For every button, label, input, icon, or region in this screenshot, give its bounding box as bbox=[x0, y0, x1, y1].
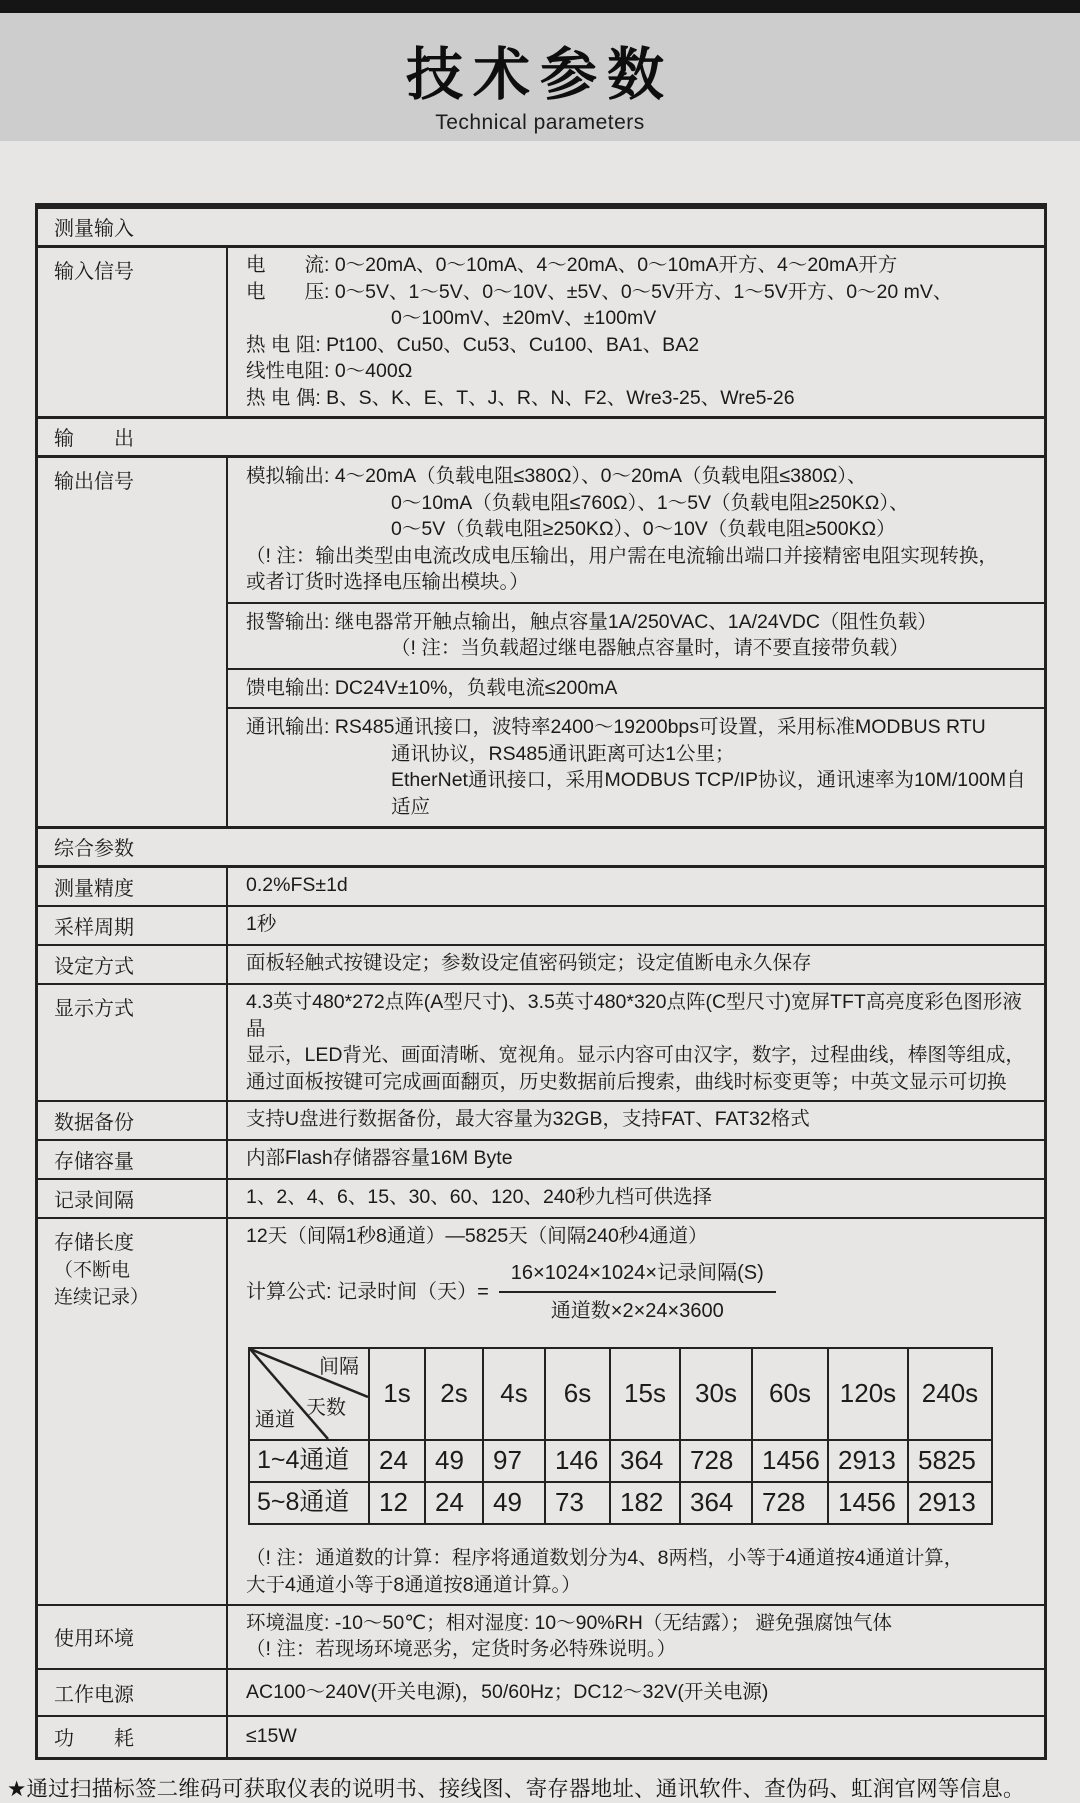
row-value: 1秒 bbox=[246, 913, 277, 935]
row-value bbox=[228, 1219, 1044, 1604]
section-row-measure-input bbox=[38, 206, 1044, 245]
matrix-cell: 146 bbox=[545, 1440, 610, 1482]
section-label: 输 出 bbox=[54, 428, 134, 450]
matrix-col-header: 6s bbox=[545, 1348, 610, 1440]
matrix-row-5-8 bbox=[249, 1482, 992, 1524]
matrix-col-header: 30s bbox=[680, 1348, 752, 1440]
comm-output-line-2: 通讯协议，RS485通讯距离可达1公里； bbox=[391, 742, 735, 765]
row-value: 面板轻触式按键设定；参数设定值密码锁定；设定值断电永久保存 bbox=[246, 952, 812, 974]
row-value: AC100～240V(开关电源)，50/60Hz；DC12～32V(开关电源) bbox=[246, 1680, 769, 1703]
section-row-output bbox=[38, 416, 1044, 455]
row-value: 内部Flash存储器容量16M Byte bbox=[246, 1147, 513, 1169]
matrix-cell: 73 bbox=[545, 1482, 610, 1524]
corner-label-days: 天数 bbox=[306, 1396, 346, 1419]
matrix-col-header: 1s bbox=[369, 1348, 425, 1440]
input-thermocouple-line: 热 电 偶: B、S、K、E、T、J、R、N、F2、Wre3-25、Wre5-26 bbox=[246, 386, 795, 409]
matrix-cell: 24 bbox=[425, 1482, 483, 1524]
row-backup bbox=[38, 1100, 1044, 1139]
row-power-consumption bbox=[38, 1715, 1044, 1757]
feed-output-line: 馈电输出: DC24V±10%，负载电流≤200mA bbox=[246, 676, 618, 699]
row-storage-length bbox=[38, 1217, 1044, 1604]
matrix-corner-cell bbox=[249, 1348, 369, 1440]
storage-formula bbox=[246, 1260, 1036, 1325]
row-value bbox=[228, 248, 1044, 416]
row-interval bbox=[38, 1178, 1044, 1217]
footnote: ★通过扫描标签二维码可获取仪表的说明书、接线图、寄存器地址、通讯软件、查伪码、虹润官网等信息。 bbox=[7, 1776, 1025, 1801]
row-value: ≤15W bbox=[246, 1725, 297, 1747]
alarm-output-note: （! 注：当负载超过继电器触点容量时，请不要直接带负载） bbox=[391, 637, 909, 659]
row-value: 1、2、4、6、15、30、60、120、240秒九档可供选择 bbox=[246, 1186, 713, 1208]
row-output-signal bbox=[38, 455, 1044, 826]
matrix-cell: 49 bbox=[425, 1440, 483, 1482]
alarm-output-line: 报警输出: 继电器常开触点输出，触点容量1A/250VAC、1A/24VDC（阻性负载） bbox=[246, 610, 937, 633]
matrix-header-row bbox=[249, 1348, 992, 1440]
storage-note-1: （! 注：通道数的计算：程序将通道数划分为4、8两档，小等于4通道按4通道计算， bbox=[246, 1546, 964, 1569]
row-value bbox=[228, 458, 1044, 826]
matrix-cell: 1456 bbox=[828, 1482, 908, 1524]
analog-output-note-1: （! 注：输出类型由电流改成电压输出，用户需在电流输出端口并接精密电阻实现转换， bbox=[246, 544, 998, 567]
row-value bbox=[228, 985, 1044, 1100]
storage-note-2: 大于4通道小等于8通道按8通道计算。） bbox=[246, 1573, 581, 1596]
page-subtitle: Technical parameters bbox=[435, 111, 645, 134]
environment-line-1: 环境温度: -10～50℃；相对湿度: 10～90%RH（无结露）； 避免强腐蚀气体 bbox=[246, 1611, 892, 1634]
matrix-cell: 728 bbox=[680, 1440, 752, 1482]
matrix-col-header: 240s bbox=[908, 1348, 992, 1440]
row-value bbox=[228, 1606, 1044, 1668]
matrix-cell: 2913 bbox=[908, 1482, 992, 1524]
row-label: 存储长度 （不断电 连续记录） bbox=[38, 1219, 228, 1604]
analog-output-line-3: 0～5V（负载电阻≥250KΩ）、0～10V（负载电阻≥500KΩ） bbox=[391, 518, 896, 540]
matrix-cell: 97 bbox=[483, 1440, 545, 1482]
page-title: 技术参数 bbox=[406, 43, 674, 107]
corner-label-interval: 间隔 bbox=[319, 1355, 359, 1378]
title-band bbox=[0, 13, 1080, 141]
analog-output-note-2: 或者订货时选择电压输出模块。） bbox=[246, 571, 529, 593]
analog-output-subrow bbox=[228, 458, 1044, 602]
row-label: 测量精度 bbox=[38, 868, 228, 905]
input-voltage-line-1: 电 压: 0～5V、1～5V、0～10V、±5V、0～5V开方、1～5V开方、0～20 mV、 bbox=[246, 280, 953, 303]
display-line-3: 通过面板按键可完成画面翻页，历史数据前后搜索，曲线时标变更等；中英文显示可切换 bbox=[246, 1070, 1007, 1093]
matrix-col-header: 15s bbox=[610, 1348, 680, 1440]
row-capacity bbox=[38, 1139, 1044, 1178]
matrix-cell: 5825 bbox=[908, 1440, 992, 1482]
formula-prefix: 计算公式: 记录时间（天）= bbox=[246, 1280, 489, 1303]
analog-output-line-1: 模拟输出: 4～20mA（负载电阻≤380Ω）、0～20mA（负载电阻≤380Ω）、 bbox=[246, 465, 867, 487]
display-line-1: 4.3英寸480*272点阵(A型尺寸)、3.5英寸480*320点阵(C型尺寸)宽屏TFT高亮度彩色图形液晶 bbox=[246, 991, 1022, 1040]
feed-output-subrow bbox=[228, 668, 1044, 708]
matrix-col-header: 60s bbox=[752, 1348, 828, 1440]
row-label: 数据备份 bbox=[38, 1102, 228, 1139]
section-label: 综合参数 bbox=[54, 838, 134, 860]
row-label: 使用环境 bbox=[38, 1606, 228, 1668]
display-line-2: 显示，LED背光、画面清晰、宽视角。显示内容可由汉字，数字，过程曲线，棒图等组成， bbox=[246, 1044, 1025, 1066]
matrix-col-header: 4s bbox=[483, 1348, 545, 1440]
spec-table bbox=[35, 203, 1047, 1760]
formula-fraction bbox=[499, 1260, 776, 1325]
row-label: 工作电源 bbox=[38, 1670, 228, 1716]
row-accuracy bbox=[38, 865, 1044, 905]
row-label: 设定方式 bbox=[38, 946, 228, 983]
input-linear-resistance-line: 线性电阻: 0～400Ω bbox=[246, 360, 413, 382]
row-setting bbox=[38, 944, 1044, 983]
comm-output-line-3: EtherNet通讯接口，采用MODBUS TCP/IP协议，通讯速率为10M/100M自适应 bbox=[391, 769, 1026, 818]
row-label: 显示方式 bbox=[38, 985, 228, 1100]
matrix-cell: 49 bbox=[483, 1482, 545, 1524]
matrix-row-1-4 bbox=[249, 1440, 992, 1482]
row-value: 0.2%FS±1d bbox=[246, 874, 348, 896]
input-rtd-line: 热 电 阻: Pt100、Cu50、Cu53、Cu100、BA1、BA2 bbox=[246, 333, 700, 356]
matrix-cell: 12 bbox=[369, 1482, 425, 1524]
row-display bbox=[38, 983, 1044, 1100]
matrix-col-header: 2s bbox=[425, 1348, 483, 1440]
matrix-row-label: 5~8通道 bbox=[249, 1482, 369, 1524]
matrix-cell: 182 bbox=[610, 1482, 680, 1524]
matrix-col-header: 120s bbox=[828, 1348, 908, 1440]
row-label: 输入信号 bbox=[38, 248, 228, 416]
alarm-output-subrow bbox=[228, 602, 1044, 668]
section-label: 测量输入 bbox=[54, 218, 134, 240]
row-label: 采样周期 bbox=[38, 907, 228, 944]
row-power-supply bbox=[38, 1668, 1044, 1716]
top-black-bar bbox=[0, 0, 1080, 13]
row-input-signal bbox=[38, 245, 1044, 416]
row-environment bbox=[38, 1604, 1044, 1668]
matrix-cell: 728 bbox=[752, 1482, 828, 1524]
environment-line-2: （! 注：若现场环境恶劣，定货时务必特殊说明。） bbox=[246, 1638, 677, 1660]
formula-numerator: 16×1024×1024×记录间隔(S) bbox=[499, 1260, 776, 1294]
section-row-general bbox=[38, 826, 1044, 865]
storage-days-matrix bbox=[248, 1347, 993, 1525]
row-label: 存储容量 bbox=[38, 1141, 228, 1178]
matrix-cell: 364 bbox=[610, 1440, 680, 1482]
matrix-cell: 1456 bbox=[752, 1440, 828, 1482]
corner-label-channels: 通道 bbox=[255, 1409, 295, 1431]
comm-output-line-1: 通讯输出: RS485通讯接口，波特率2400～19200bps可设置，采用标准MODBUS RTU bbox=[246, 716, 986, 738]
input-current-line: 电 流: 0～20mA、0～10mA、4～20mA、0～10mA开方、4～20mA开方 bbox=[246, 254, 898, 276]
matrix-cell: 364 bbox=[680, 1482, 752, 1524]
matrix-row-label: 1~4通道 bbox=[249, 1440, 369, 1482]
storage-range-line: 12天（间隔1秒8通道）—5825天（间隔240秒4通道） bbox=[246, 1225, 708, 1247]
input-voltage-line-2: 0～100mV、±20mV、±100mV bbox=[391, 307, 657, 329]
formula-denominator: 通道数×2×24×3600 bbox=[550, 1300, 724, 1322]
row-value: 支持U盘进行数据备份，最大容量为32GB，支持FAT、FAT32格式 bbox=[246, 1108, 810, 1130]
row-label: 功 耗 bbox=[38, 1717, 228, 1757]
comm-output-subrow bbox=[228, 707, 1044, 826]
row-label: 记录间隔 bbox=[38, 1180, 228, 1217]
row-label: 输出信号 bbox=[38, 458, 228, 826]
matrix-cell: 2913 bbox=[828, 1440, 908, 1482]
row-sampling bbox=[38, 905, 1044, 944]
matrix-cell: 24 bbox=[369, 1440, 425, 1482]
analog-output-line-2: 0～10mA（负载电阻≤760Ω）、1～5V（负载电阻≥250KΩ）、 bbox=[391, 491, 909, 514]
